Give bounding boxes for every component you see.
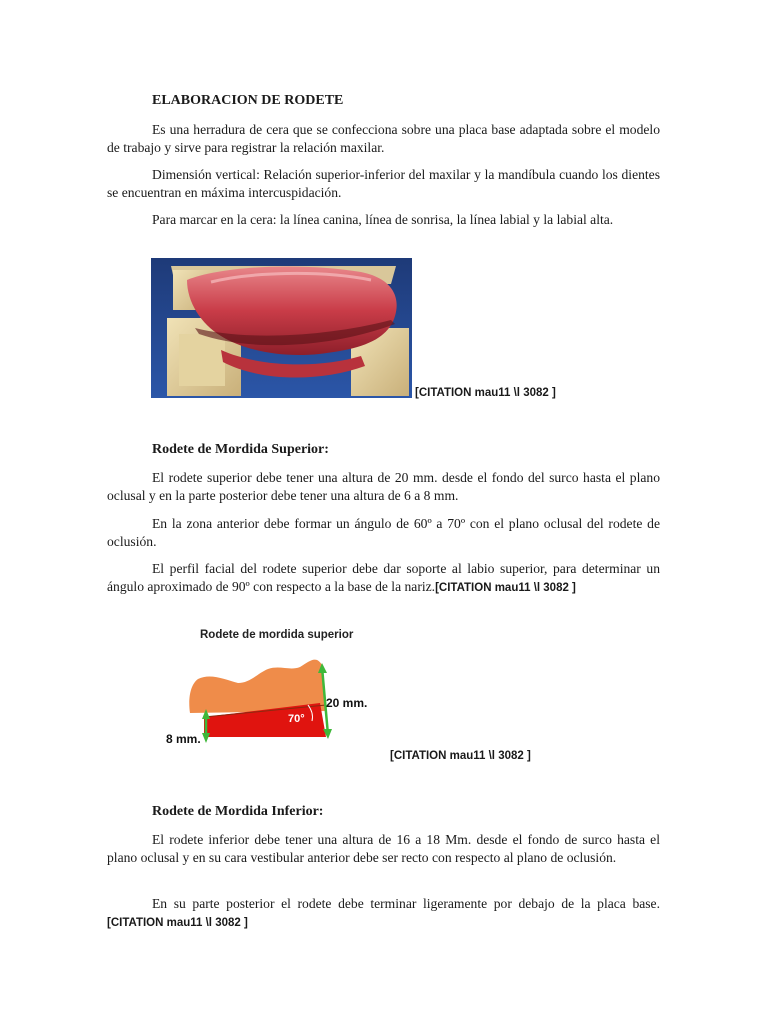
superior-paragraph-2: En la zona anterior debe formar un ángulo de 60º a 70º con el plano oclusal del rodete de oclusión. <box>107 516 660 549</box>
inferior-paragraph-2-text: En su parte posterior el rodete debe terminar ligeramente por debajo de la placa base. <box>152 896 660 911</box>
superior-heading: Rodete de Mordida Superior: <box>152 442 329 457</box>
inferior-paragraph-1: El rodete inferior debe tener una altura de 16 a 18 Mm. desde el fondo de surco hasta el plano oclusal y en su cara vestibular anterior debe ser recto con respecto al plano de oclusión. <box>107 832 660 865</box>
upper-rim-diagram <box>160 621 390 761</box>
height-label: 20 mm. <box>326 696 368 710</box>
superior-paragraph-3-citation: [CITATION mau11 \l 3082 ] <box>435 582 576 594</box>
diagram-title: Rodete de mordida superior <box>200 629 354 641</box>
intro-paragraph-1: Es una herradura de cera que se confecciona sobre una placa base adaptada sobre el modelo de trabajo y sirve para registrar la relación maxilar. <box>107 122 660 155</box>
superior-paragraph-1: El rodete superior debe tener una altura de 20 mm. desde el fondo del surco hasta el plano oclusal y en la parte posterior debe tener una altura de 6 a 8 mm. <box>107 470 660 503</box>
document-title: ELABORACION DE RODETE <box>152 93 344 108</box>
figure2-citation: [CITATION mau11 \l 3082 ] <box>390 750 531 762</box>
inferior-heading: Rodete de Mordida Inferior: <box>152 804 324 819</box>
wax-rim-photo <box>151 258 412 398</box>
posterior-label: 8 mm. <box>166 732 201 746</box>
angle-label: 70° <box>288 713 305 725</box>
figure1-citation: [CITATION mau11 \l 3082 ] <box>415 387 556 399</box>
intro-paragraph-2: Dimensión vertical: Relación superior-inferior del maxilar y la mandíbula cuando los dientes se encuentran en máxima intercuspidación. <box>107 167 660 200</box>
intro-paragraph-3: Para marcar en la cera: la línea canina, línea de sonrisa, la línea labial y la labial alta. <box>152 212 614 227</box>
inferior-paragraph-2-citation: [CITATION mau11 \l 3082 ] <box>107 917 248 929</box>
superior-paragraph-3-text: El perfil facial del rodete superior debe dar soporte al labio superior, para determinar un ángulo aproximado de 90º con respecto a la base de la nariz. <box>107 561 660 594</box>
superior-paragraph-3 <box>107 560 660 597</box>
inferior-paragraph-2 <box>107 895 660 932</box>
